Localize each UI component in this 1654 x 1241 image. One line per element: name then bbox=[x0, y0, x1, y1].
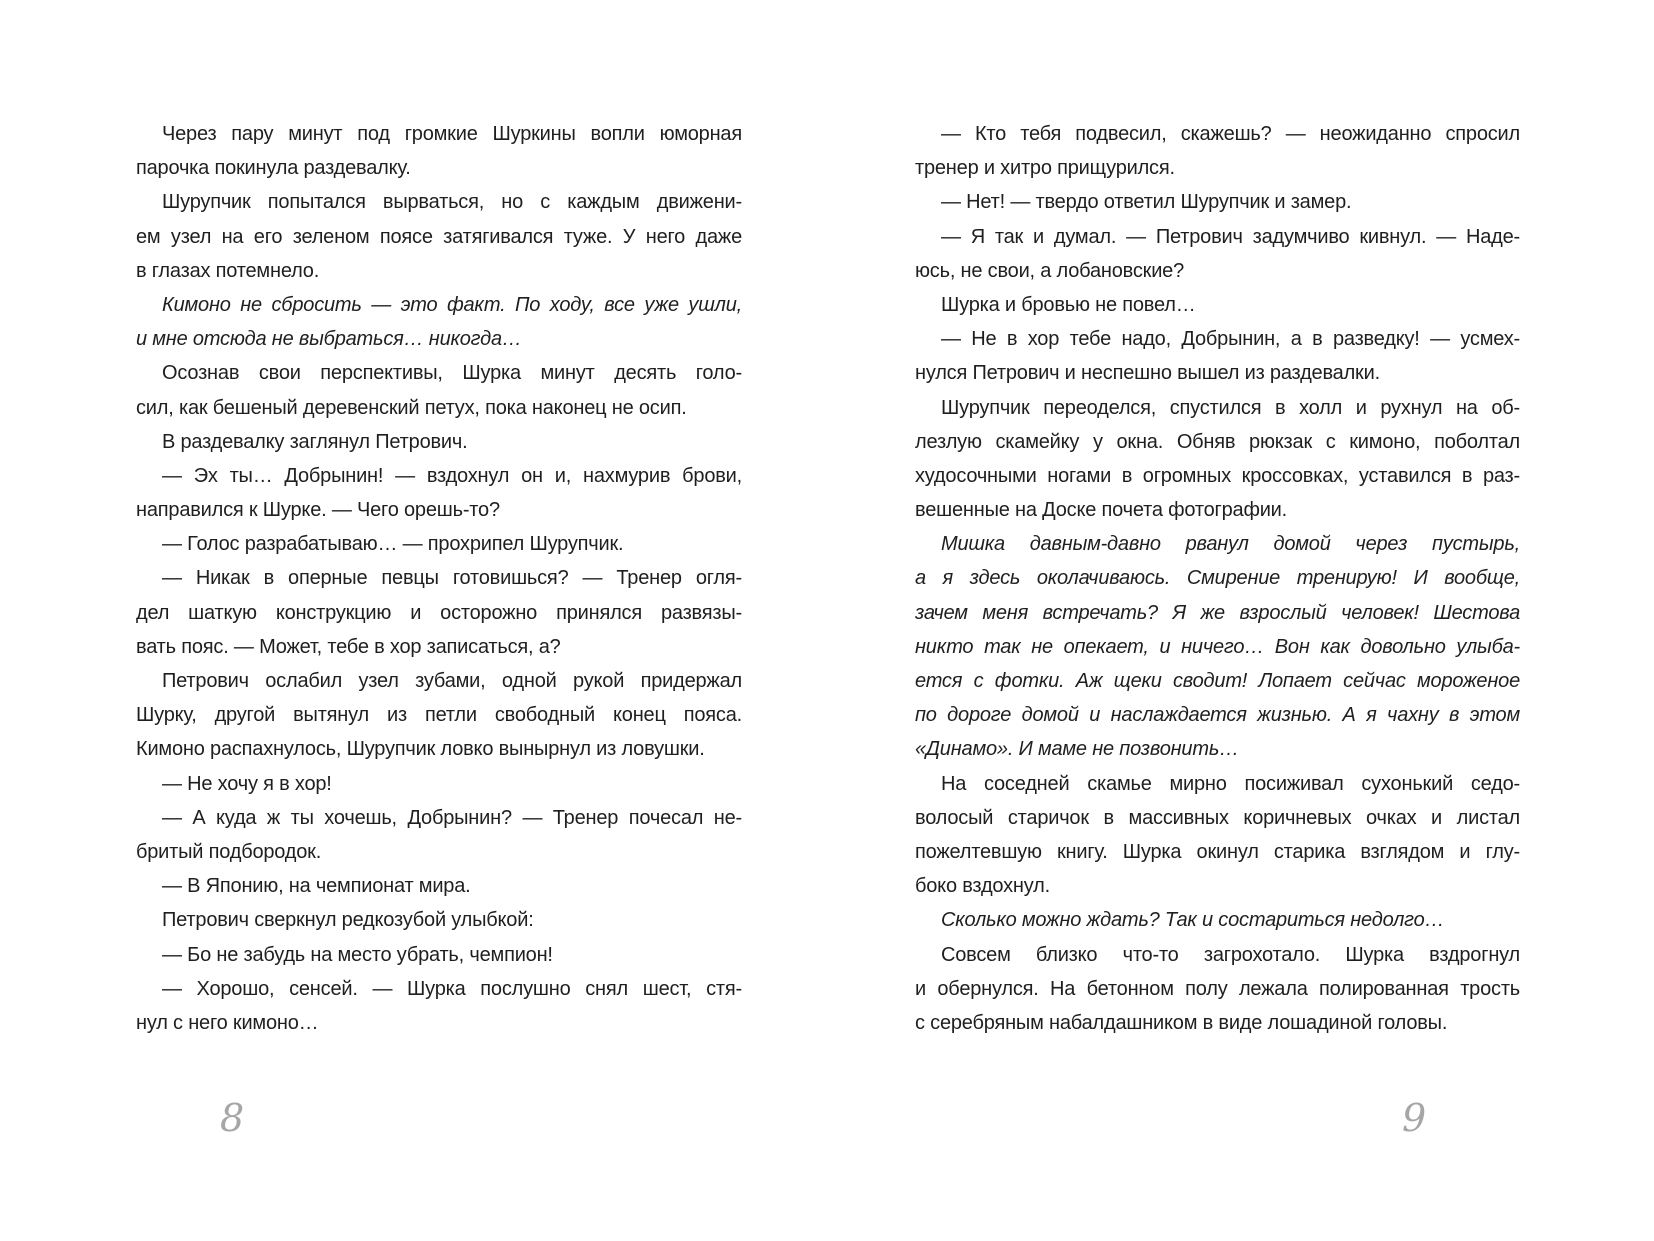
page-number-right: 9 bbox=[1402, 1096, 1427, 1140]
page-right-text bbox=[915, 117, 1520, 1040]
text-line: — Нет! — твердо ответил Шурупчик и замер. bbox=[941, 191, 1352, 214]
paragraph bbox=[915, 117, 1520, 185]
text-line: — Бо не забудь на место убрать, чемпион! bbox=[162, 943, 553, 966]
text-line: в глазах потемнело. bbox=[136, 259, 320, 282]
paragraph bbox=[915, 938, 1520, 1041]
paragraph bbox=[136, 903, 742, 937]
text-line: — Кто тебя подвесил, скажешь? — неожиданно спросил bbox=[941, 123, 1520, 145]
text-line: «Динамо». И маме не позвонить… bbox=[915, 738, 1239, 761]
text-line: Петрович ослабил узел зубами, одной рукой придержал bbox=[162, 670, 742, 692]
paragraph bbox=[136, 356, 742, 424]
text-line: — Хорошо, сенсей. — Шурка послушно снял шест, стя- bbox=[162, 977, 742, 1000]
text-line: Кимоно распахнулось, Шурупчик ловко вынырнул из ловушки. bbox=[136, 738, 705, 761]
paragraph bbox=[136, 767, 742, 801]
text-line: волосый старичок в массивных коричневых очках и листал bbox=[915, 806, 1520, 829]
text-line: Шурупчик переоделся, спустился в холл и рухнул на об- bbox=[941, 396, 1520, 419]
text-line: — Никак в оперные певцы готовишься? — Тренер огля- bbox=[162, 567, 742, 590]
text-line: — Не в хор тебе надо, Добрынин, а в разведку! — усмех- bbox=[941, 328, 1520, 351]
text-line: никто так не опекает, и ничего… Вон как довольно улыба- bbox=[915, 635, 1520, 658]
paragraph bbox=[915, 288, 1520, 322]
text-line: — А куда ж ты хочешь, Добрынин? — Тренер почесал не- bbox=[162, 806, 742, 829]
text-line: тренер и хитро прищурился. bbox=[915, 157, 1175, 180]
paragraph bbox=[136, 185, 742, 288]
text-line: нул с него кимоно… bbox=[136, 1011, 319, 1034]
paragraph bbox=[136, 938, 742, 972]
italic-paragraph bbox=[915, 903, 1520, 937]
page-number-left: 8 bbox=[220, 1096, 245, 1140]
text-line: ем узел на его зеленом поясе затягивался туже. У него даже bbox=[136, 225, 742, 248]
italic-paragraph bbox=[915, 527, 1520, 766]
text-line: — Я так и думал. — Петрович задумчиво кивнул. — Наде- bbox=[941, 225, 1520, 248]
text-line: Шурку, другой вытянул из петли свободный конец пояса. bbox=[136, 704, 742, 727]
text-line: — В Японию, на чемпионат мира. bbox=[162, 875, 471, 898]
text-line: бритый подбородок. bbox=[136, 840, 322, 863]
paragraph bbox=[136, 117, 742, 185]
text-line: На соседней скамье мирно посиживал сухонький седо- bbox=[941, 772, 1520, 795]
text-line: худосочными ногами в огромных кроссовках, уставился в раз- bbox=[915, 464, 1520, 487]
text-line: Петрович сверкнул редкозубой улыбкой: bbox=[162, 909, 534, 932]
text-line: — Эх ты… Добрынин! — вздохнул он и, нахмурив брови, bbox=[162, 464, 742, 487]
text-line: вать пояс. — Может, тебе в хор записаться, а? bbox=[136, 635, 561, 658]
paragraph bbox=[136, 972, 742, 1040]
text-line: Сколько можно ждать? Так и состариться недолго… bbox=[941, 909, 1445, 932]
text-line: а я здесь околачиваюсь. Смирение тренирую! И вообще, bbox=[915, 567, 1520, 590]
paragraph bbox=[915, 391, 1520, 528]
paragraph bbox=[915, 767, 1520, 904]
italic-paragraph bbox=[136, 288, 742, 356]
text-line: лезлую скамейку у окна. Обняв рюкзак с кимоно, поболтал bbox=[915, 430, 1520, 453]
text-line: вешенные на Доске почета фотографии. bbox=[915, 499, 1288, 522]
paragraph bbox=[136, 664, 742, 767]
text-line: Осознав свои перспективы, Шурка минут десять голо- bbox=[162, 362, 742, 385]
text-line: парочка покинула раздевалку. bbox=[136, 157, 411, 180]
paragraph bbox=[136, 459, 742, 527]
text-line: с серебряным набалдашником в виде лошадиной головы. bbox=[915, 1011, 1448, 1034]
text-line: направился к Шурке. — Чего орешь-то? bbox=[136, 499, 500, 522]
text-line: нулся Петрович и неспешно вышел из раздевалки. bbox=[915, 362, 1380, 385]
paragraph bbox=[136, 561, 742, 664]
text-line: и мне отсюда не выбраться… никогда… bbox=[136, 328, 522, 351]
text-line: Кимоно не сбросить — это факт. По ходу, все уже ушли, bbox=[162, 293, 742, 316]
text-line: пожелтевшую книгу. Шурка окинул старика взглядом и глу- bbox=[915, 840, 1520, 863]
text-line: Шурка и бровью не повел… bbox=[941, 293, 1196, 316]
text-line: Через пару минут под громкие Шуркины вопли юморная bbox=[162, 123, 742, 145]
text-line: боко вздохнул. bbox=[915, 875, 1050, 898]
paragraph bbox=[136, 801, 742, 869]
text-line: зачем меня встречать? Я же взрослый человек! Шестова bbox=[915, 601, 1520, 624]
text-line: Шурупчик попытался вырваться, но с каждым движени- bbox=[162, 191, 742, 214]
text-line: ется с фотки. Аж щеки сводит! Лопает сейчас мороженое bbox=[915, 670, 1520, 692]
paragraph bbox=[136, 425, 742, 459]
text-line: по дороге домой и наслаждается жизнью. А я чахну в этом bbox=[915, 704, 1520, 727]
paragraph bbox=[915, 322, 1520, 390]
text-line: — Голос разрабатываю… — прохрипел Шурупчик. bbox=[162, 533, 624, 556]
text-line: Совсем близко что-то загрохотало. Шурка вздрогнул bbox=[941, 943, 1520, 966]
text-line: сил, как бешеный деревенский петух, пока наконец не осип. bbox=[136, 396, 687, 419]
paragraph bbox=[136, 527, 742, 561]
text-line: — Не хочу я в хор! bbox=[162, 772, 332, 795]
text-line: и обернулся. На бетонном полу лежала полированная трость bbox=[915, 977, 1520, 1000]
paragraph bbox=[136, 869, 742, 903]
paragraph bbox=[915, 185, 1520, 219]
page-left-text bbox=[136, 117, 742, 1040]
page-right bbox=[827, 0, 1654, 1241]
paragraph bbox=[915, 220, 1520, 288]
text-line: дел шаткую конструкцию и осторожно принялся развязы- bbox=[136, 601, 742, 624]
text-line: Мишка давным-давно рванул домой через пустырь, bbox=[941, 533, 1520, 556]
text-line: В раздевалку заглянул Петрович. bbox=[162, 430, 468, 453]
text-line: юсь, не свои, а лобановские? bbox=[915, 259, 1185, 282]
